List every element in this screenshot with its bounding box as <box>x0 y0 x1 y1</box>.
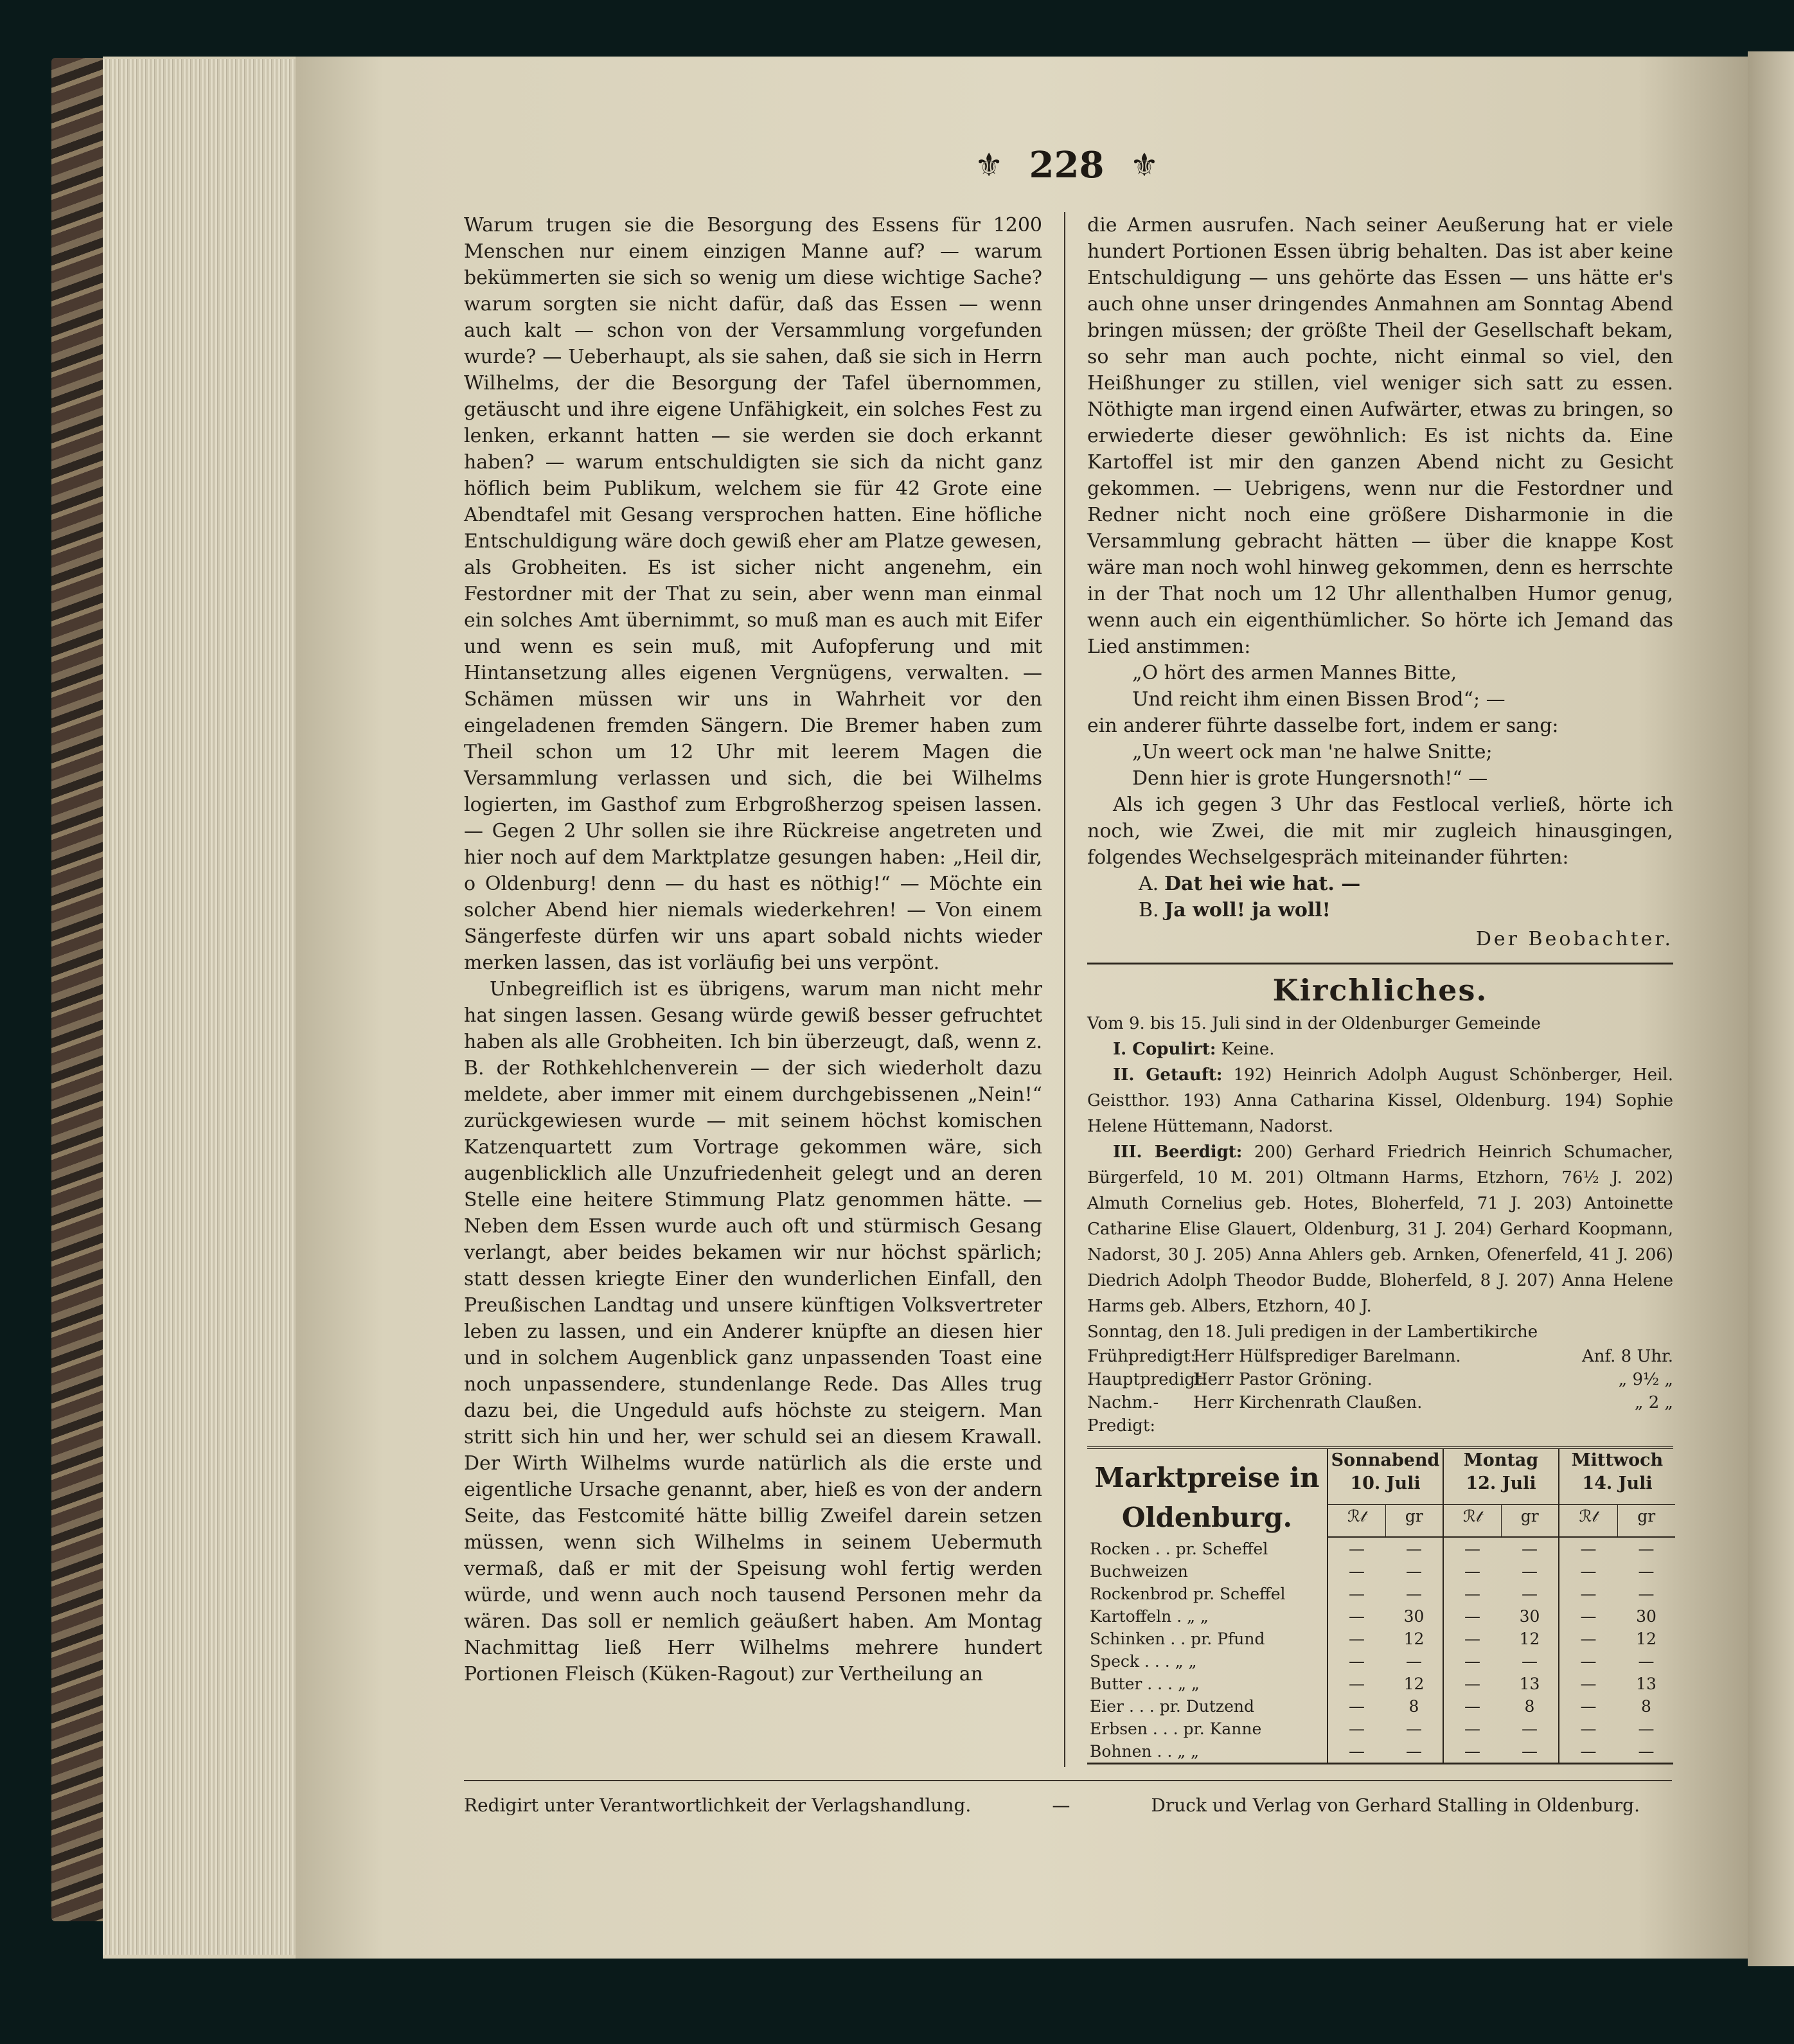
price-grote: — <box>1406 1540 1422 1558</box>
price-grote: — <box>1406 1562 1422 1581</box>
market-price-cell <box>1328 1718 1444 1740</box>
page-header <box>912 143 1221 188</box>
market-price-cell <box>1444 1560 1559 1583</box>
price-thaler: — <box>1349 1675 1365 1693</box>
market-price-cell <box>1328 1628 1444 1650</box>
preacher-name: Herr Pastor Gröning. <box>1193 1370 1372 1389</box>
beerdigt-text: 200) Gerhard Friedrich Heinrich Schumacher, Bürgerfeld, 10 M. 201) Oltmann Harms, Etzhorn, 76½ J. 202) Almuth Cornelius geb. Hotes, Bloherfeld, 71 J. 203) Antoinette Catharine Elise Glauert, Oldenburg, 31 J. 204) Gerhard Koopmann, Nadorst, 30 J. 205) Anna Ahlers geb. Arnken, Ofenerfeld, 41 J. 206) Diedrich Adolph Theodor Budde, Bloherfeld, 8 J. 207) Anna Helene Harms geb. Albers, Etzhorn, 40 J. <box>1087 1142 1673 1316</box>
church-copulirt <box>1087 1036 1673 1062</box>
left-column <box>464 212 1042 1687</box>
market-price-cell <box>1559 1740 1675 1763</box>
price-thaler: — <box>1580 1540 1597 1558</box>
copulirt-text: Keine. <box>1221 1040 1275 1059</box>
footer-editor: Redigirt unter Verantwortlichkeit der Verlagshandlung. <box>464 1795 972 1816</box>
service-name: Hauptpredigt: <box>1087 1370 1208 1389</box>
market-title <box>1087 1449 1328 1538</box>
market-price-cell <box>1559 1538 1675 1560</box>
sunday-line: Sonntag, den 18. Juli predigen in der Lambertikirche <box>1087 1322 1538 1342</box>
column-divider <box>1064 212 1065 1767</box>
unit-thaler: ℛ𝓉 <box>1328 1505 1386 1536</box>
market-price-cell <box>1444 1650 1559 1673</box>
price-grote: 13 <box>1519 1675 1540 1693</box>
price-grote: — <box>1522 1562 1538 1581</box>
price-grote: — <box>1406 1720 1422 1738</box>
price-grote: 12 <box>1403 1675 1425 1693</box>
weekday: Montag <box>1463 1450 1539 1470</box>
market-item: Bohnen . . „ „ <box>1087 1740 1328 1763</box>
price-grote: 8 <box>1524 1697 1535 1716</box>
market-item: Butter . . . „ „ <box>1087 1673 1328 1695</box>
unit-thaler: ℛ𝓉 <box>1559 1505 1618 1536</box>
market-price-cell <box>1328 1695 1444 1718</box>
market-title-line: Oldenburg. <box>1121 1502 1293 1533</box>
price-thaler: — <box>1580 1742 1597 1761</box>
price-grote: 12 <box>1403 1630 1425 1648</box>
preacher-name: Herr Kirchenrath Claußen. <box>1193 1393 1423 1412</box>
market-price-cell <box>1559 1695 1675 1718</box>
price-thaler: — <box>1464 1720 1480 1738</box>
price-grote: — <box>1522 1720 1538 1738</box>
market-price-cell <box>1559 1628 1675 1650</box>
ornament-left-icon: ⚜ <box>974 147 1004 184</box>
right-paragraph-2: Als ich gegen 3 Uhr das Festlocal verließ, hörte ich noch, wie Zwei, die mit mir zugleich hinausgingen, folgendes Wechselgespräch miteinander führten: <box>1087 794 1673 869</box>
verse-line: Und reicht ihm einen Bissen Brod“; — <box>1132 688 1505 711</box>
dialog-text: Dat hei wie hat. — <box>1164 873 1361 895</box>
unit-header <box>1444 1505 1559 1538</box>
market-item: Erbsen . . . pr. Kanne <box>1087 1718 1328 1740</box>
price-thaler: — <box>1349 1697 1365 1716</box>
church-getauft <box>1087 1062 1673 1139</box>
market-price-cell <box>1559 1718 1675 1740</box>
market-price-cell <box>1444 1718 1559 1740</box>
ornament-right-icon: ⚜ <box>1130 147 1159 184</box>
market-price-cell <box>1328 1740 1444 1763</box>
unit-header <box>1328 1505 1444 1538</box>
market-price-cell <box>1328 1583 1444 1605</box>
service-time: „ 9½ „ <box>1618 1370 1673 1389</box>
date: 10. Juli <box>1350 1473 1421 1493</box>
price-grote: 13 <box>1636 1675 1656 1693</box>
article-signature: Der Beobachter. <box>1475 928 1673 950</box>
page-footer <box>464 1793 1640 1818</box>
market-item: Eier . . . pr. Dutzend <box>1087 1695 1328 1718</box>
market-price-cell <box>1444 1583 1559 1605</box>
left-paragraph-2: Unbegreiflich ist es übrigens, warum man nicht mehr hat singen lassen. Gesang würde gewiß besser gefruchtet haben als alle Grobheiten. Ich bin überzeugt, daß, wenn z. B. der Rothkehlchenverein — der sich wiederholt dazu meldete, aber immer mit einem durchgebissenen „Nein!“ zurückgewiesen wurde — mit seinem höchst komischen Katzenquartett zum Vortrage gekommen wäre, sich augenblicklich alle Unzufriedenheit gelegt und an deren Stelle eine heitere Stimmung Platz genommen hätte. — Neben dem Essen wurde auch oft und stürmisch Gesang verlangt, aber beides bekamen wir nur höchst spärlich; statt dessen kriegte Einer den wunderlichen Einfall, den Preußischen Landtag und unsere künftigen Volksvertreter leben zu lassen, und ein Anderer knüpfte an diesen hier und in solchem Augenblick ganz unpassenden Toast eine noch unpassendere, stundenlange Rede. Das Alles trug dazu bei, die Ungeduld aufs höchste zu steigern. Man stritt sich hin und her, wer schuld sei an diesem Krawall. Der Wirth Wilhelms wurde natürlich als die erste und eigentliche Ursache genannt, aber, hieß es von der andern Seite, das Festcomité hätte billig Zweifel darein setzen müssen, wenn sich Wilhelms in seinem Uebermuth vermaß, daß er mit der Speisung wohl fertig werden würde, und wenn auch noch tausend Personen mehr da wären. Das soll er nemlich geäußert haben. Am Montag Nachmittag ließ Herr Wilhelms mehrere hundert Portionen Fleisch (Küken-Ragout) zur Vertheilung an <box>464 978 1042 1685</box>
price-thaler: — <box>1580 1652 1597 1671</box>
price-thaler: — <box>1349 1630 1365 1648</box>
market-price-cell <box>1559 1650 1675 1673</box>
market-item: Kartoffeln . „ „ <box>1087 1605 1328 1628</box>
dialog-line-b <box>1087 897 1673 923</box>
unit-grote: gr <box>1405 1507 1423 1525</box>
market-day-header <box>1444 1449 1559 1505</box>
right-column <box>1087 212 1673 1764</box>
preacher-row <box>1087 1345 1673 1368</box>
price-grote: — <box>1522 1652 1538 1671</box>
weekday: Mittwoch <box>1571 1450 1664 1470</box>
date: 12. Juli <box>1466 1473 1536 1493</box>
service-name: Nachm.-Predigt: <box>1087 1393 1159 1435</box>
dialog-line-a <box>1087 871 1673 897</box>
market-price-cell <box>1328 1538 1444 1560</box>
price-grote: — <box>1638 1562 1655 1581</box>
price-thaler: — <box>1580 1607 1597 1626</box>
price-thaler: — <box>1349 1652 1365 1671</box>
market-item: Rocken . . pr. Scheffel <box>1087 1538 1328 1560</box>
verse-line: „Un weert ock man 'ne halwe Snitte; <box>1132 741 1493 763</box>
price-grote: — <box>1522 1540 1538 1558</box>
unit-grote: gr <box>1637 1507 1656 1525</box>
footer-publisher: Druck und Verlag von Gerhard Stalling in Oldenburg. <box>1151 1795 1640 1816</box>
price-thaler: — <box>1464 1630 1480 1648</box>
price-thaler: — <box>1349 1562 1365 1581</box>
market-price-cell <box>1444 1695 1559 1718</box>
price-grote: — <box>1406 1742 1422 1761</box>
market-price-cell <box>1444 1605 1559 1628</box>
unit-header <box>1559 1505 1675 1538</box>
price-grote: 12 <box>1636 1630 1656 1648</box>
market-item: Speck . . . „ „ <box>1087 1650 1328 1673</box>
section-rule <box>1087 963 1673 964</box>
price-thaler: — <box>1464 1585 1480 1603</box>
price-grote: 30 <box>1403 1607 1425 1626</box>
service-time: „ 2 „ <box>1634 1393 1673 1412</box>
market-price-cell <box>1559 1560 1675 1583</box>
price-thaler: — <box>1464 1675 1480 1693</box>
price-grote: 30 <box>1636 1607 1656 1626</box>
market-price-table <box>1087 1446 1673 1764</box>
market-price-cell <box>1559 1605 1675 1628</box>
price-grote: 8 <box>1408 1697 1419 1716</box>
left-paragraph-1: Warum trugen sie die Besorgung des Essens für 1200 Menschen nur einem einzigen Manne auf? — warum bekümmerten sie sich so wenig um diese wichtige Sache? warum sorgten sie nicht dafür, daß das Essen — wenn auch kalt — schon von der Versammlung vorgefunden wurde? — Ueberhaupt, als sie sahen, daß sie sich in Herrn Wilhelms, der die Besorgung der Tafel übernommen, getäuscht und ihre eigene Unfähigkeit, ein solches Fest zu lenken, erkannt hatten — sie werden sie doch erkannt haben? — warum entschuldigten sie sich da nicht ganz höflich beim Publikum, welchem sie für 42 Grote eine Abendtafel mit Gesang versprochen hatten. Eine höfliche Entschuldigung wäre doch gewiß eher am Platze gewesen, als Grobheiten. Es ist sicher nicht angenehm, ein Festordner mit der That zu sein, aber wenn man einmal ein solches Amt übernimmt, so muß man es auch mit Eifer und wenn es sein muß, mit Aufopferung und mit Hintansetzung alles eigenen Vergnügens, verwalten. — Schämen müssen wir uns in Wahrheit vor den eingeladenen fremden Sängern. Die Bremer haben zum Theil schon um 12 Uhr mit leerem Magen die Versammlung verlassen und sich, die bei Wilhelms logierten, im Gasthof zum Erbgroßherzog speisen lassen. — Gegen 2 Uhr sollen sie ihre Rückreise angetreten und hier noch auf dem Marktplatze gesungen haben: „Heil dir, o Oldenburg! denn — du hast es nöthig!“ — Möchte ein solcher Abend hier niemals wiederkehren! — Von einem Sängerfeste dürfen wir uns apart sobald nichts wieder merken lassen, das ist vorläufig bei uns verpönt. <box>464 214 1042 974</box>
price-thaler: — <box>1580 1585 1597 1603</box>
market-price-cell <box>1328 1605 1444 1628</box>
unit-grote: gr <box>1520 1507 1539 1525</box>
price-thaler: — <box>1349 1540 1365 1558</box>
market-price-cell <box>1444 1628 1559 1650</box>
service-name: Frühpredigt: <box>1087 1347 1196 1366</box>
price-grote: — <box>1406 1652 1422 1671</box>
page-number: 228 <box>1029 144 1105 186</box>
verse-line: „O hört des armen Mannes Bitte, <box>1132 662 1457 684</box>
market-price-cell <box>1328 1673 1444 1695</box>
church-intro: Vom 9. bis 15. Juli sind in der Oldenburger Gemeinde <box>1087 1014 1541 1033</box>
footer-rule <box>464 1780 1672 1781</box>
price-thaler: — <box>1464 1540 1480 1558</box>
market-price-cell <box>1444 1673 1559 1695</box>
price-grote: — <box>1522 1742 1538 1761</box>
price-thaler: — <box>1349 1585 1365 1603</box>
church-beerdigt <box>1087 1139 1673 1319</box>
copulirt-label: I. Copulirt: <box>1113 1040 1216 1059</box>
getauft-label: II. Getauft: <box>1113 1065 1223 1085</box>
price-thaler: — <box>1464 1607 1480 1626</box>
price-grote: 12 <box>1519 1630 1540 1648</box>
price-grote: 30 <box>1519 1607 1540 1626</box>
market-day-header <box>1559 1449 1675 1505</box>
price-thaler: — <box>1464 1562 1480 1581</box>
market-item: Buchweizen <box>1087 1560 1328 1583</box>
preacher-row <box>1087 1368 1673 1391</box>
dialog-speaker: B. <box>1139 899 1159 921</box>
price-thaler: — <box>1580 1720 1597 1738</box>
price-thaler: — <box>1580 1697 1597 1716</box>
verse-line: Denn hier is grote Hungersnoth!“ — <box>1132 767 1488 790</box>
preacher-name: Herr Hülfsprediger Barelmann. <box>1193 1347 1461 1366</box>
price-thaler: — <box>1464 1742 1480 1761</box>
facing-page-edge <box>1748 51 1794 1966</box>
date: 14. Juli <box>1582 1473 1653 1493</box>
price-grote: — <box>1638 1652 1655 1671</box>
market-item: Schinken . . pr. Pfund <box>1087 1628 1328 1650</box>
price-grote: — <box>1638 1585 1655 1603</box>
weekday: Sonnabend <box>1331 1450 1440 1470</box>
beerdigt-label: III. Beerdigt: <box>1113 1142 1243 1162</box>
preacher-row <box>1087 1391 1673 1437</box>
market-price-cell <box>1328 1560 1444 1583</box>
market-price-cell <box>1559 1583 1675 1605</box>
preacher-list <box>1087 1345 1673 1437</box>
price-thaler: — <box>1580 1562 1597 1581</box>
price-thaler: — <box>1349 1742 1365 1761</box>
market-price-cell <box>1444 1538 1559 1560</box>
market-price-cell <box>1559 1673 1675 1695</box>
price-grote: — <box>1638 1742 1655 1761</box>
service-time: Anf. 8 Uhr. <box>1581 1347 1673 1366</box>
price-thaler: — <box>1464 1652 1480 1671</box>
price-grote: — <box>1522 1585 1538 1603</box>
dialog-speaker: A. <box>1139 873 1159 895</box>
price-thaler: — <box>1464 1697 1480 1716</box>
price-thaler: — <box>1349 1607 1365 1626</box>
price-thaler: — <box>1580 1630 1597 1648</box>
market-item: Rockenbrod pr. Scheffel <box>1087 1583 1328 1605</box>
right-paragraph-1: die Armen ausrufen. Nach seiner Aeußerung hat er viele hundert Portionen Essen übrig behalten. Das ist aber keine Entschuldigung — uns gehörte das Essen — uns hätte er's auch ohne unser dringendes Anmahnen am Sonntag Abend bringen müssen; der größte Theil der Gesellschaft bekam, so sehr man auch pochte, nicht einmal so viel, den Heißhunger zu stillen, viel weniger sich satt zu essen. Nöthigte man irgend einen Aufwärter, etwas zu bringen, so erwiederte dieser gewöhnlich: Es ist nichts da. Eine Kartoffel ist mir den ganzen Abend nicht zu Gesicht gekommen. — Uebrigens, wenn nur die Festordner und Redner nicht noch eine größere Disharmonie in die Versammlung gebracht hätten — über die knappe Kost wäre man noch wohl hinweg gekommen, denn es herrschte in der That noch um 12 Uhr allenthalben Humor genug, wenn auch ein eigenthümlicher. So hörte ich Jemand das Lied anstimmen: <box>1087 214 1673 658</box>
price-grote: — <box>1638 1540 1655 1558</box>
price-grote: 8 <box>1641 1697 1651 1716</box>
market-title-line: Marktpreise in <box>1094 1462 1320 1493</box>
market-price-cell <box>1328 1650 1444 1673</box>
verse-connector: ein anderer führte dasselbe fort, indem er sang: <box>1087 715 1559 737</box>
market-day-header <box>1328 1449 1444 1505</box>
market-price-cell <box>1444 1740 1559 1763</box>
page-stack-edge <box>103 59 296 1955</box>
section-title: Kirchliches. <box>1272 973 1488 1008</box>
dialog-text: Ja woll! ja woll! <box>1164 899 1331 921</box>
price-grote: — <box>1638 1720 1655 1738</box>
getauft-text: 192) Heinrich Adolph August Schönberger, Heil. Geistthor. 193) Anna Catharina Kissel, Oldenburg. 194) Sophie Helene Hüttemann, Nadorst. <box>1087 1065 1673 1136</box>
unit-thaler: ℛ𝓉 <box>1444 1505 1502 1536</box>
price-thaler: — <box>1580 1675 1597 1693</box>
price-grote: — <box>1406 1585 1422 1603</box>
price-thaler: — <box>1349 1720 1365 1738</box>
footer-dash: — <box>1052 1795 1070 1816</box>
